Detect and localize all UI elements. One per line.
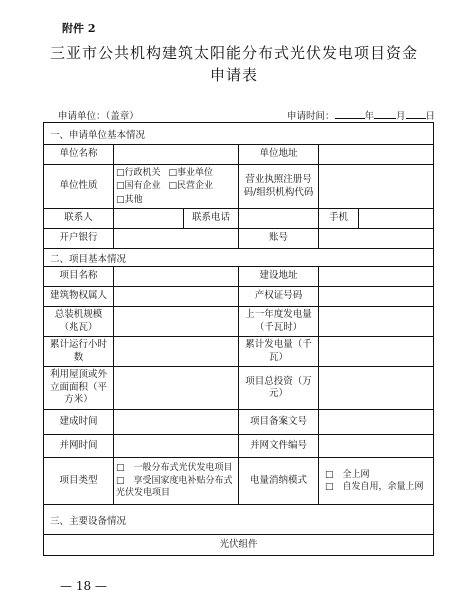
grid-time-field[interactable] — [114, 435, 239, 457]
filing-no-label: 项目备案文号 — [239, 410, 319, 434]
row-roof-area — [44, 367, 433, 410]
project-name-field[interactable] — [114, 267, 239, 286]
pv-modules-label: 光伏组件 — [219, 538, 258, 550]
section-2-heading: 二、项目基本情况 — [44, 249, 433, 267]
project-name-label: 项目名称 — [44, 267, 114, 286]
build-time-label: 建成时间 — [44, 410, 114, 434]
phone-label: 联系电话 — [184, 209, 239, 228]
row-capacity — [44, 307, 433, 337]
project-type-options — [114, 458, 239, 504]
capacity-label: 总装机规模（兆瓦） — [44, 307, 114, 336]
row-project-name — [44, 267, 433, 287]
unit-nature-label: 单位性质 — [44, 165, 114, 208]
section-3-heading: 三、主要设备情况 — [44, 505, 433, 535]
filing-no-field[interactable] — [319, 410, 433, 434]
row-grid-time — [44, 435, 433, 458]
consumption-mode-options — [319, 458, 433, 504]
total-gen-field[interactable] — [319, 337, 433, 366]
investment-label: 项目总投资（万元） — [239, 367, 319, 409]
unit-name-label: 单位名称 — [44, 145, 114, 164]
month-blank[interactable] — [374, 109, 396, 119]
page-number: — 18 — — [60, 579, 107, 593]
option-general-distributed[interactable]: □ 一般分布式光伏发电项目 — [116, 463, 233, 474]
total-gen-label: 累计发电量（千瓦） — [239, 337, 319, 366]
row-owner — [44, 287, 433, 307]
consumption-mode-label: 电量消纳模式 — [239, 458, 319, 504]
option-self-use-surplus[interactable]: □ 自发自用，余量上网 — [325, 482, 424, 492]
section-1-heading: 一、申请单位基本情况 — [44, 123, 433, 145]
license-no-field[interactable] — [319, 165, 433, 208]
contact-field[interactable] — [114, 209, 184, 228]
application-date — [287, 108, 435, 122]
row-contact — [44, 209, 433, 229]
month-label: 月 — [396, 111, 406, 122]
row-unit-nature — [44, 165, 433, 209]
build-time-field[interactable] — [114, 410, 239, 434]
project-type-label: 项目类型 — [44, 458, 114, 504]
mobile-label: 手机 — [319, 209, 359, 228]
option-admin-agency[interactable]: □行政机关 — [116, 167, 161, 178]
contact-label: 联系人 — [44, 209, 114, 228]
row-pv-modules — [44, 535, 433, 555]
option-state-enterprise[interactable]: □国有企业 — [116, 181, 161, 192]
option-other[interactable]: □其他 — [116, 194, 143, 205]
grid-doc-no-label: 并网文件编号 — [239, 435, 319, 457]
phone-field[interactable] — [239, 209, 319, 228]
applicant-label: 申请单位：（盖章） — [58, 111, 139, 122]
row-bank — [44, 229, 433, 249]
site-address-field[interactable] — [319, 267, 433, 286]
capacity-field[interactable] — [114, 307, 239, 336]
annex-label: 附件 2 — [62, 22, 96, 35]
roof-area-field[interactable] — [114, 367, 239, 409]
row-project-type — [44, 458, 433, 505]
year-blank[interactable] — [335, 109, 365, 119]
row-build-time — [44, 410, 433, 435]
unit-nature-options — [114, 165, 239, 208]
hours-label: 累计运行小时数 — [44, 337, 114, 366]
day-label: 日 — [425, 111, 436, 122]
option-private-enterprise[interactable]: □民营企业 — [168, 181, 214, 192]
investment-field[interactable] — [319, 367, 433, 409]
site-address-label: 建设地址 — [239, 267, 319, 286]
owner-field[interactable] — [114, 287, 239, 306]
unit-address-field[interactable] — [319, 145, 433, 164]
account-label: 账号 — [239, 229, 319, 248]
day-blank[interactable] — [406, 109, 426, 119]
unit-address-label: 单位地址 — [239, 145, 319, 164]
date-label: 申请时间： — [287, 111, 335, 122]
license-no-label: 营业执照注册号码/组织机构代码 — [239, 165, 319, 208]
page-title: 三亚市公共机构建筑太阳能分布式光伏发电项目资金 — [49, 44, 418, 62]
mobile-field[interactable] — [359, 209, 433, 228]
year-label: 年 — [364, 111, 375, 122]
grid-doc-no-field[interactable] — [319, 435, 433, 457]
bank-label: 开户银行 — [44, 229, 114, 248]
row-hours — [44, 337, 433, 367]
property-no-field[interactable] — [319, 287, 433, 306]
option-public-institution[interactable]: □事业单位 — [168, 167, 214, 178]
grid-time-label: 并网时间 — [44, 435, 114, 457]
application-form-table — [43, 122, 434, 556]
unit-name-field[interactable] — [114, 145, 239, 164]
row-unit-name — [44, 145, 433, 165]
property-no-label: 产权证号码 — [239, 287, 319, 306]
last-year-gen-label: 上一年度发电量（千瓦时） — [239, 307, 319, 336]
roof-area-label: 利用屋顶或外立面面积（平方米） — [44, 367, 114, 409]
account-field[interactable] — [319, 229, 433, 248]
owner-label: 建筑物权属人 — [44, 287, 114, 306]
option-subsidized-distributed[interactable]: □ 享受国家度电补贴分布式光伏发电项目 — [116, 475, 233, 499]
hours-field[interactable] — [114, 337, 239, 366]
bank-field[interactable] — [114, 229, 239, 248]
option-full-grid[interactable]: □ 全上网 — [325, 469, 370, 480]
page-subtitle: 申请表 — [209, 66, 258, 84]
last-year-gen-field[interactable] — [319, 307, 433, 336]
